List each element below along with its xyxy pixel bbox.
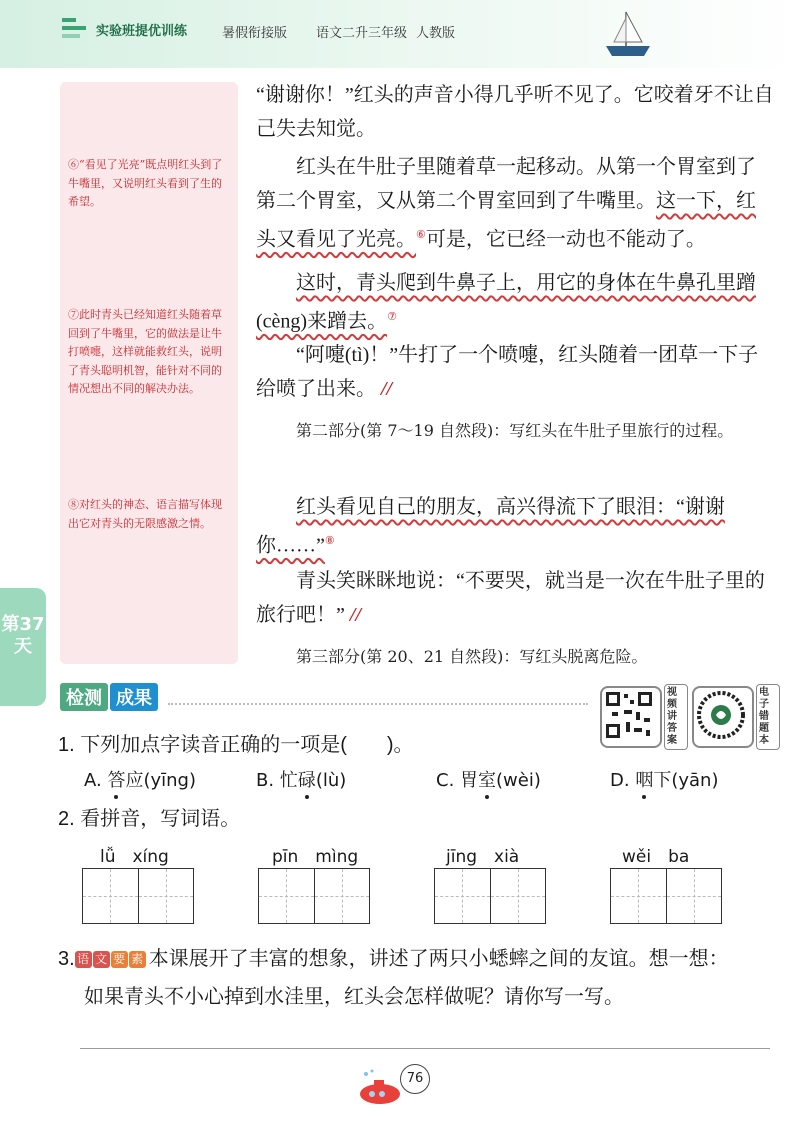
video-answer-qr-code[interactable] <box>600 686 662 748</box>
qr-code-icon <box>694 688 748 742</box>
submarine-icon <box>356 1068 406 1108</box>
note-marker: ⑥ <box>416 229 426 241</box>
story-paragraph: “阿嚏(tì)！”牛打了一个喷嚏，红头随着一团草一下子给喷了出来。 // <box>256 344 759 400</box>
answer-line[interactable] <box>80 1048 770 1049</box>
highlighted-sentence: 红头看见自己的朋友，高兴得流下了眼泪：“谢谢你……” <box>256 496 725 557</box>
story-paragraph <box>256 490 774 563</box>
writing-grid[interactable] <box>610 868 722 924</box>
publisher-label: 人教版 <box>416 26 456 41</box>
annotation-note-8: ⑧对红头的神态、语言描写体现出它对青头的无限感激之情。 <box>68 498 222 530</box>
language-element-tag: 语 文 要 素 <box>75 951 147 968</box>
question-3: 3. 语 文 要 素 本课展开了丰富的想象，讲述了两只小蟋蟀之间的友谊。想一想： 如果青头不小心掉到水洼里，红头会怎样做呢？请你写一写。 <box>58 948 729 1008</box>
pinyin-label: pīn mìng <box>272 847 359 867</box>
day-tab: 第37天 <box>0 588 46 706</box>
writing-grid[interactable] <box>82 868 194 924</box>
note-marker: ⑦ <box>387 311 397 323</box>
edition-label: 暑假衔接版 <box>222 26 288 41</box>
q1-option-c: C. 胃室(wèi) <box>436 770 541 791</box>
note-marker: ⑧ <box>324 535 335 547</box>
writing-grid[interactable] <box>434 868 546 924</box>
q1-option-b: B. 忙碌(lù) <box>256 770 347 791</box>
annotation-note-7: ⑦此时青头已经知道红头随着草回到了牛嘴里，它的做法是让牛打喷嚏，这样就能救红头，说明了青头聪明机智，能针对不同的情况想出不同的解决办法。 <box>68 308 222 395</box>
video-answer-label: 视频讲答案 <box>664 684 688 750</box>
highlighted-sentence: 这时，青头爬到牛鼻子上，用它的身体在牛鼻孔里蹭(cèng)来蹭去。 <box>256 272 756 333</box>
section-divider-mark: // <box>349 604 362 626</box>
story-paragraph: 红头在牛肚子里随着草一起移动。从第一个胃室到了第二个胃室，又从第二个胃室回到了牛嘴里。这一下，红头又看见了光亮。⑥可是，它已经一动也不能动了。 <box>256 156 756 251</box>
q1-option-a: A. 答应(yīng) <box>84 770 196 791</box>
pinyin-label: wěi ba <box>622 847 690 867</box>
error-book-qr-code[interactable] <box>692 686 754 748</box>
sailboat-icon <box>600 8 656 62</box>
writing-grid[interactable] <box>258 868 370 924</box>
story-paragraph <box>256 266 774 339</box>
annotation-note-6: ⑥“看见了光亮”既点明红头到了牛嘴里，又说明红头看到了生的希望。 <box>68 158 223 208</box>
pinyin-label: lǚ xíng <box>100 847 169 867</box>
book-logo-icon <box>60 12 92 40</box>
page-number: 76 <box>400 1064 430 1094</box>
question-2: 2. 看拼音，写词语。 <box>58 808 241 830</box>
story-paragraph: “谢谢你！”红头的声音小得几乎听不见了。它咬着牙不让自己失去知觉。 <box>256 84 774 140</box>
section-title: 检测 成果 <box>60 684 158 710</box>
error-book-label: 电子错题本 <box>756 684 780 750</box>
section-summary: 第三部分(第 20、21 自然段)：写红头脱离危险。 <box>296 647 648 666</box>
section-summary: 第二部分(第 7～19 自然段)：写红头在牛肚子里旅行的过程。 <box>296 421 734 440</box>
subject-label: 语文二升三年级 <box>316 26 408 41</box>
qr-code-icon <box>602 688 656 742</box>
pinyin-label: jīng xià <box>446 847 520 867</box>
q1-option-d: D. 咽下(yān) <box>610 770 719 791</box>
section-rule <box>168 703 588 705</box>
question-1: 1. 下列加点字读音正确的一项是( )。 <box>58 734 414 756</box>
series-badge: 实验班提优训练 <box>96 24 188 39</box>
highlighted-sentence: 这一下，红头又看见了光亮。 <box>256 190 756 251</box>
section-divider-mark: // <box>381 378 393 400</box>
story-paragraph: 青头笑眯眯地说：“不要哭，就当是一次在牛肚子里的旅行吧！” // <box>256 570 765 626</box>
page-header <box>0 0 800 68</box>
